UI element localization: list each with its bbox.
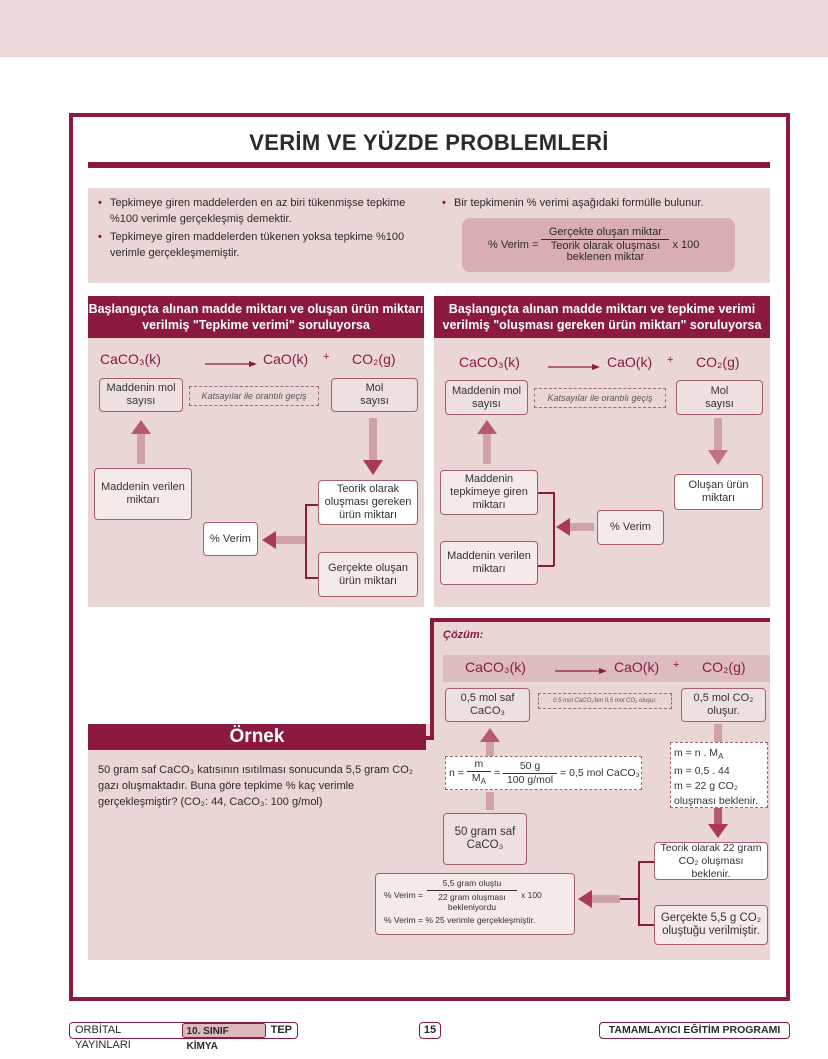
- mole-calculation-box: [445, 756, 642, 790]
- product-amount-box: Oluşan ürün miktarı: [674, 474, 763, 510]
- arrow-down-icon: [363, 418, 383, 475]
- solution-transfer-label: 0,5 mol CaCO₃'ten 0,5 mol CO₂ oluşur.: [538, 693, 672, 709]
- arrow-up-icon: [131, 420, 151, 465]
- footer-publisher-tag: [69, 1022, 298, 1052]
- eq-reactant: CaCO₃(k): [465, 659, 526, 675]
- bracket-line: [305, 504, 307, 578]
- arrow-shaft-icon: [714, 724, 722, 742]
- formula-lhs: % Verim =: [488, 238, 539, 251]
- eq-product1: CaO(k): [607, 354, 653, 370]
- eq-product2: CO₂(g): [696, 354, 740, 370]
- top-band: [0, 0, 828, 57]
- solution-border: [430, 618, 434, 740]
- example-header: Örnek: [88, 724, 426, 750]
- mass-line: oluşması beklenir.: [674, 795, 759, 808]
- solution-border: [424, 736, 434, 740]
- reactant-mol-box: 0,5 mol saf CaCO₃: [445, 688, 530, 722]
- arrow-down-icon: [708, 808, 728, 838]
- eq-product1: CaO(k): [614, 659, 660, 675]
- info-bullet: • Bir tepkimenin % verimi aşağıdaki formülle bulunur.: [440, 196, 760, 212]
- mass-sub: A: [718, 752, 724, 762]
- eq-product2: CO₂(g): [702, 659, 746, 675]
- n-num2: 50 g: [503, 760, 557, 774]
- mass-calculation-box: [670, 742, 768, 808]
- mol-count-box: Maddenin mol sayısı: [99, 378, 183, 412]
- arrow-left-icon: [262, 531, 305, 549]
- reaction-arrow-icon: [205, 360, 257, 368]
- n-den: M: [471, 772, 481, 785]
- mol-count-box-product: Mol sayısı: [331, 378, 418, 412]
- footer-program: TAMAMLAYICI EĞİTİM PROGRAMI: [599, 1022, 790, 1039]
- yield-box: % Verim: [597, 510, 664, 545]
- eq-plus: +: [673, 659, 680, 671]
- reaction-arrow-icon: [548, 363, 600, 371]
- given-mass-box: 50 gram saf CaCO₃: [443, 813, 527, 865]
- mol-count-box: Maddenin mol sayısı: [445, 380, 528, 415]
- arrow-shaft-icon: [486, 792, 494, 810]
- actual-amount-box: Gerçekte oluşan ürün miktarı: [318, 552, 418, 597]
- eq-plus: +: [323, 351, 330, 363]
- reacting-amount-box: Maddenin tepkimeye giren miktarı: [440, 470, 538, 515]
- mass-line: m = 22 g CO₂: [674, 780, 738, 793]
- eq-reactant: CaCO₃(k): [459, 354, 520, 370]
- info-bullet: • Tepkimeye giren maddelerden en az biri tükenmişse tepkime %100 verimle gerçekleşmiş demektir.: [96, 196, 406, 227]
- yield-formula-box: [462, 218, 735, 272]
- bracket-line: [305, 577, 318, 579]
- eq-reactant: CaCO₃(k): [100, 351, 161, 367]
- title-divider: [88, 162, 770, 168]
- result-lhs: % Verim =: [384, 889, 423, 900]
- reaction-arrow-icon: [555, 667, 607, 675]
- result-den: 22 gram oluşması bekleniyordu: [438, 892, 506, 912]
- bracket-line: [638, 861, 654, 863]
- eq-product1: CaO(k): [263, 351, 309, 367]
- bracket-line: [538, 565, 554, 567]
- eq-plus: +: [667, 354, 674, 366]
- bracket-line: [620, 898, 638, 900]
- bracket-line: [553, 492, 555, 566]
- n-den2: 100 g/mol: [506, 774, 554, 786]
- actual-mass-box: Gerçekte 5,5 g CO₂ oluştuğu verilmiştir.: [654, 905, 768, 945]
- solution-border: [430, 618, 770, 622]
- n-lhs: n =: [449, 767, 464, 779]
- theoretical-amount-box: Teorik olarak oluşması gereken ürün miktarı: [318, 480, 418, 525]
- yield-box: % Verim: [203, 522, 258, 556]
- formula-denominator: Teorik olarak oluşması beklenen miktar: [550, 240, 661, 263]
- mass-line: m = n . M: [674, 747, 719, 759]
- left-panel-header: Başlangıçta alınan madde miktarı ve oluşan ürün miktarı verilmiş "Tepkime verimi" soruluyorsa: [88, 296, 424, 338]
- formula-numerator: Gerçekte oluşan miktar: [541, 226, 669, 240]
- bracket-line: [638, 861, 640, 925]
- page-number: 15: [419, 1022, 441, 1039]
- arrow-left-icon: [556, 518, 594, 536]
- bracket-line: [638, 924, 654, 926]
- eq-product2: CO₂(g): [352, 351, 396, 367]
- n-eq: =: [493, 767, 501, 779]
- right-panel-header: Başlangıçta alınan madde miktarı ve tepkime verimi verilmiş "oluşması gereken ürün miktarı" soruluyorsa: [434, 296, 770, 338]
- example-question: 50 gram saf CaCO₃ katısının ısıtılması sonucunda 5,5 gram CO₂ gazı oluşmaktadır. Buna göre tepkime % kaç verimle gerçekleşmiştir? (CO₂: 44, CaCO₃: 100 g/mol): [98, 764, 414, 808]
- page-title: VERİM VE YÜZDE PROBLEMLERİ: [249, 130, 609, 155]
- theoretical-mass-box: Teorik olarak 22 gram CO₂ oluşması beklenir.: [654, 842, 768, 880]
- bracket-line: [538, 492, 554, 494]
- transfer-label: Katsayılar ile orantılı geçiş: [534, 388, 666, 408]
- n-den-sub: A: [480, 777, 486, 787]
- n-num: m: [467, 758, 491, 772]
- result-final: % Verim = % 25 verimle gerçekleşmiştir.: [384, 915, 536, 925]
- footer-publisher: ORBİTAL YAYINLARI: [75, 1024, 131, 1051]
- result-num: 5,5 gram oluştu: [427, 878, 517, 891]
- footer-course: 10. SINIF KİMYA: [182, 1023, 266, 1038]
- given-amount-box: Maddenin verilen miktarı: [94, 468, 192, 520]
- footer-tag: TEP: [270, 1024, 292, 1036]
- result-mult: x 100: [520, 889, 542, 900]
- mol-count-box-product: Mol sayısı: [676, 380, 763, 415]
- given-amount-box: Maddenin verilen miktarı: [440, 541, 538, 585]
- yield-result-box: [375, 873, 575, 935]
- n-rhs: = 0,5 mol CaCO₃: [560, 767, 640, 779]
- arrow-up-icon: [477, 420, 497, 464]
- formula-mult: x 100: [672, 238, 700, 251]
- transfer-label: Katsayılar ile orantılı geçiş: [189, 386, 319, 406]
- solution-label: Çözüm:: [443, 629, 484, 641]
- bracket-line: [305, 504, 318, 506]
- arrow-down-icon: [708, 418, 728, 465]
- product-mol-box: 0,5 mol CO₂ oluşur.: [681, 688, 766, 722]
- arrow-left-icon: [578, 890, 620, 908]
- info-bullet: • Tepkimeye giren maddelerden tükenen yoksa tepkime %100 verimle gerçekleşmemiştir.: [96, 230, 406, 261]
- arrow-up-icon: [480, 728, 500, 756]
- mass-line: m = 0,5 . 44: [674, 765, 730, 778]
